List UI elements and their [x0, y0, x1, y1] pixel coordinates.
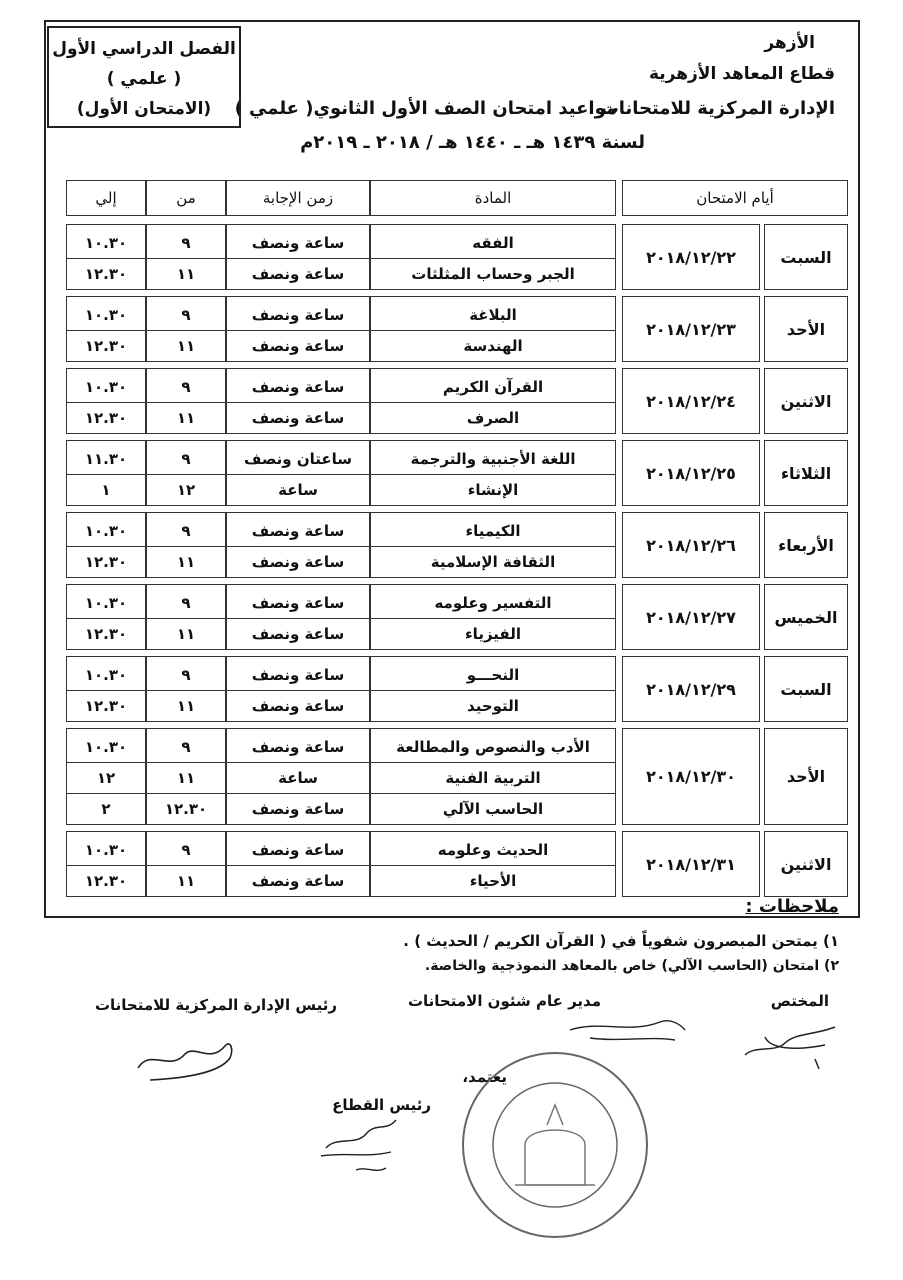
row-divider: [147, 258, 225, 259]
from-cell: ١١: [176, 696, 196, 715]
duration-cell: ساعة ونصف: [251, 377, 345, 396]
row-divider: [371, 793, 615, 794]
subject-cell: الحديث وعلومه: [437, 840, 549, 859]
row-divider: [147, 330, 225, 331]
row-divider: [227, 762, 369, 763]
to-cell: ١٠.٣٠: [84, 305, 128, 324]
to-group: [66, 368, 146, 434]
header-to: إلي: [66, 180, 146, 216]
exam-date: ٢٠١٨/١٢/٢٣: [622, 296, 760, 362]
exam-date: ٢٠١٨/١٢/٢٧: [622, 584, 760, 650]
subject-cell: التوحيد: [467, 696, 519, 715]
duration-cell: ساعة: [278, 480, 318, 499]
exam-date: ٢٠١٨/١٢/٣٠: [622, 728, 760, 825]
from-group: [146, 368, 226, 434]
row-divider: [67, 330, 145, 331]
subject-cell: الجبر وحساب المثلثات: [411, 264, 575, 283]
row-divider: [147, 618, 225, 619]
row-divider: [147, 762, 225, 763]
row-divider: [147, 402, 225, 403]
from-cell: ١١: [176, 552, 196, 571]
to-cell: ٢: [101, 799, 111, 818]
row-divider: [67, 762, 145, 763]
row-divider: [227, 402, 369, 403]
to-cell: ١٢: [96, 768, 116, 787]
to-cell: ١٠.٣٠: [84, 737, 128, 756]
from-cell: ١١: [176, 336, 196, 355]
row-divider: [371, 402, 615, 403]
exam-date: ٢٠١٨/١٢/٢٢: [622, 224, 760, 290]
duration-cell: ساعة ونصف: [251, 305, 345, 324]
subject-cell: التربية الفنية: [445, 768, 541, 787]
from-group: [146, 728, 226, 825]
duration-cell: ساعة ونصف: [251, 696, 345, 715]
row-divider: [227, 793, 369, 794]
subject-cell: الأحياء: [469, 871, 517, 890]
from-group: [146, 656, 226, 722]
central-admin-name: الإدارة المركزية للامتحانات: [600, 98, 835, 119]
row-divider: [227, 330, 369, 331]
subject-cell: الهندسة: [463, 336, 523, 355]
to-cell: ١٠.٣٠: [84, 665, 128, 684]
sector-name: قطاع المعاهد الأزهرية: [648, 64, 835, 84]
from-cell: ٩: [181, 449, 191, 468]
semester-label: الفصل الدراسي الأول: [52, 39, 236, 59]
row-divider: [227, 618, 369, 619]
row-divider: [67, 690, 145, 691]
row-divider: [371, 330, 615, 331]
to-group: [66, 584, 146, 650]
row-divider: [147, 865, 225, 866]
subject-cell: البلاغة: [469, 305, 517, 324]
duration-group: [226, 656, 370, 722]
to-cell: ١٢.٣٠: [84, 624, 128, 643]
exam-date: ٢٠١٨/١٢/٢٤: [622, 368, 760, 434]
to-group: [66, 512, 146, 578]
subject-group: [370, 440, 616, 506]
subject-group: [370, 728, 616, 825]
to-cell: ١٠.٣٠: [84, 521, 128, 540]
row-divider: [147, 474, 225, 475]
director-general-signature: [560, 1010, 690, 1050]
from-cell: ٩: [181, 665, 191, 684]
from-group: [146, 296, 226, 362]
duration-cell: ساعة ونصف: [251, 521, 345, 540]
subject-cell: النحـــو: [466, 665, 520, 684]
duration-group: [226, 368, 370, 434]
duration-group: [226, 512, 370, 578]
to-group: [66, 656, 146, 722]
to-cell: ١٠.٣٠: [84, 377, 128, 396]
exam-day: الخميس: [764, 584, 848, 650]
exam-date: ٢٠١٨/١٢/٣١: [622, 831, 760, 897]
duration-cell: ساعة ونصف: [251, 408, 345, 427]
duration-group: [226, 584, 370, 650]
header-subject: المادة: [370, 180, 616, 216]
row-divider: [67, 865, 145, 866]
from-cell: ١٢: [176, 480, 196, 499]
exam-label: (الامتحان الأول): [76, 99, 212, 119]
org-name: الأزهر: [764, 33, 815, 53]
header-duration: زمن الإجابة: [226, 180, 370, 216]
row-divider: [371, 865, 615, 866]
subject-group: [370, 368, 616, 434]
exam-date: ٢٠١٨/١٢/٢٦: [622, 512, 760, 578]
exam-date: ٢٠١٨/١٢/٢٩: [622, 656, 760, 722]
from-cell: ٩: [181, 840, 191, 859]
row-divider: [371, 618, 615, 619]
to-cell: ١٢.٣٠: [84, 552, 128, 571]
duration-cell: ساعة ونصف: [251, 264, 345, 283]
from-cell: ٩: [181, 305, 191, 324]
row-divider: [67, 546, 145, 547]
duration-cell: ساعتان ونصف: [244, 449, 353, 468]
central-admin-head-label: رئيس الإدارة المركزية للامتحانات: [94, 996, 337, 1014]
from-cell: ١١: [176, 768, 196, 787]
to-cell: ١٢.٣٠: [84, 871, 128, 890]
duration-cell: ساعة ونصف: [251, 665, 345, 684]
subject-cell: الإنشاء: [467, 480, 519, 499]
sector-head-label: رئيس القطاع: [332, 1096, 431, 1114]
subject-cell: الكيمياء: [465, 521, 521, 540]
duration-cell: ساعة ونصف: [251, 737, 345, 756]
subject-group: [370, 831, 616, 897]
to-cell: ١١.٣٠: [84, 449, 128, 468]
subject-cell: التفسير وعلومه: [434, 593, 552, 612]
row-divider: [67, 474, 145, 475]
row-divider: [147, 690, 225, 691]
subject-cell: الصرف: [466, 408, 520, 427]
exam-day: السبت: [764, 224, 848, 290]
to-cell: ١٠.٣٠: [84, 593, 128, 612]
subject-group: [370, 296, 616, 362]
subject-group: [370, 224, 616, 290]
row-divider: [67, 618, 145, 619]
row-divider: [371, 690, 615, 691]
duration-group: [226, 296, 370, 362]
to-group: [66, 831, 146, 897]
from-group: [146, 512, 226, 578]
from-group: [146, 831, 226, 897]
from-cell: ٩: [181, 233, 191, 252]
subject-cell: الأدب والنصوص والمطالعة: [396, 737, 590, 756]
row-divider: [371, 546, 615, 547]
academic-year: لسنة ١٤٣٩ هـ ـ ١٤٤٠ هـ / ٢٠١٨ ـ ٢٠١٩م: [300, 132, 645, 153]
from-cell: ٩: [181, 737, 191, 756]
to-group: [66, 728, 146, 825]
to-group: [66, 440, 146, 506]
from-group: [146, 224, 226, 290]
subject-cell: القرآن الكريم: [442, 377, 544, 396]
exam-day: الأحد: [764, 296, 848, 362]
row-divider: [227, 546, 369, 547]
subject-group: [370, 512, 616, 578]
approval-label: يعتمد،: [462, 1068, 507, 1086]
from-cell: ١١: [176, 624, 196, 643]
to-cell: ١: [101, 480, 111, 499]
to-group: [66, 296, 146, 362]
semester-box: [47, 26, 241, 128]
from-cell: ١١: [176, 871, 196, 890]
duration-cell: ساعة ونصف: [251, 233, 345, 252]
row-divider: [147, 793, 225, 794]
from-cell: ١٢.٣٠: [164, 799, 208, 818]
sector-head-signature: [306, 1112, 416, 1182]
row-divider: [227, 474, 369, 475]
row-divider: [67, 258, 145, 259]
exam-day: الثلاثاء: [764, 440, 848, 506]
duration-cell: ساعة ونصف: [251, 840, 345, 859]
to-cell: ١٢.٣٠: [84, 336, 128, 355]
duration-cell: ساعة ونصف: [251, 799, 345, 818]
exam-date: ٢٠١٨/١٢/٢٥: [622, 440, 760, 506]
duration-cell: ساعة ونصف: [251, 336, 345, 355]
from-group: [146, 584, 226, 650]
director-general-label: مدير عام شئون الامتحانات: [407, 992, 601, 1010]
exam-day: السبت: [764, 656, 848, 722]
duration-group: [226, 224, 370, 290]
row-divider: [147, 546, 225, 547]
official-stamp: [455, 1045, 655, 1245]
header-days: أيام الامتحان: [622, 180, 848, 216]
exam-day: الأربعاء: [764, 512, 848, 578]
from-cell: ٩: [181, 593, 191, 612]
row-divider: [67, 402, 145, 403]
row-divider: [67, 793, 145, 794]
row-divider: [371, 258, 615, 259]
header-from: من: [146, 180, 226, 216]
subject-cell: الثقافة الإسلامية: [430, 552, 556, 571]
from-group: [146, 440, 226, 506]
notes-title: ملاحظات :: [745, 896, 839, 917]
track-label: ( علمي ): [106, 69, 182, 89]
duration-cell: ساعة ونصف: [251, 871, 345, 890]
to-cell: ١٢.٣٠: [84, 264, 128, 283]
row-divider: [371, 474, 615, 475]
subject-cell: الفقه: [472, 233, 514, 252]
row-divider: [227, 258, 369, 259]
row-divider: [371, 762, 615, 763]
duration-group: [226, 728, 370, 825]
subject-cell: اللغة الأجنبية والترجمة: [410, 449, 576, 468]
specialist-label: المختص: [770, 992, 829, 1010]
from-cell: ٩: [181, 521, 191, 540]
duration-cell: ساعة ونصف: [251, 552, 345, 571]
central-admin-head-signature: [130, 1028, 240, 1088]
from-cell: ١١: [176, 408, 196, 427]
specialist-signature: [735, 1015, 845, 1070]
exam-day: الاثنين: [764, 831, 848, 897]
row-divider: [227, 865, 369, 866]
note-item: ٢) امتحان (الحاسب الآلي) خاص بالمعاهد النموذجية والخاصة.: [424, 958, 839, 974]
page-title: مواعيد امتحان الصف الأول الثانوي( علمي ): [234, 98, 617, 119]
duration-cell: ساعة ونصف: [251, 593, 345, 612]
duration-group: [226, 440, 370, 506]
from-cell: ٩: [181, 377, 191, 396]
to-cell: ١٠.٣٠: [84, 840, 128, 859]
duration-cell: ساعة ونصف: [251, 624, 345, 643]
from-cell: ١١: [176, 264, 196, 283]
subject-cell: الحاسب الآلي: [442, 799, 544, 818]
exam-day: الأحد: [764, 728, 848, 825]
subject-group: [370, 584, 616, 650]
to-cell: ١٢.٣٠: [84, 696, 128, 715]
note-item: ١) يمتحن المبصرون شفوياً في ( القرآن الكريم / الحديث ) .: [403, 932, 839, 950]
subject-cell: الفيزياء: [465, 624, 521, 643]
org-header: [649, 28, 835, 90]
row-divider: [227, 690, 369, 691]
to-group: [66, 224, 146, 290]
duration-group: [226, 831, 370, 897]
to-cell: ١٠.٣٠: [84, 233, 128, 252]
duration-cell: ساعة: [278, 768, 318, 787]
to-cell: ١٢.٣٠: [84, 408, 128, 427]
exam-day: الاثنين: [764, 368, 848, 434]
subject-group: [370, 656, 616, 722]
